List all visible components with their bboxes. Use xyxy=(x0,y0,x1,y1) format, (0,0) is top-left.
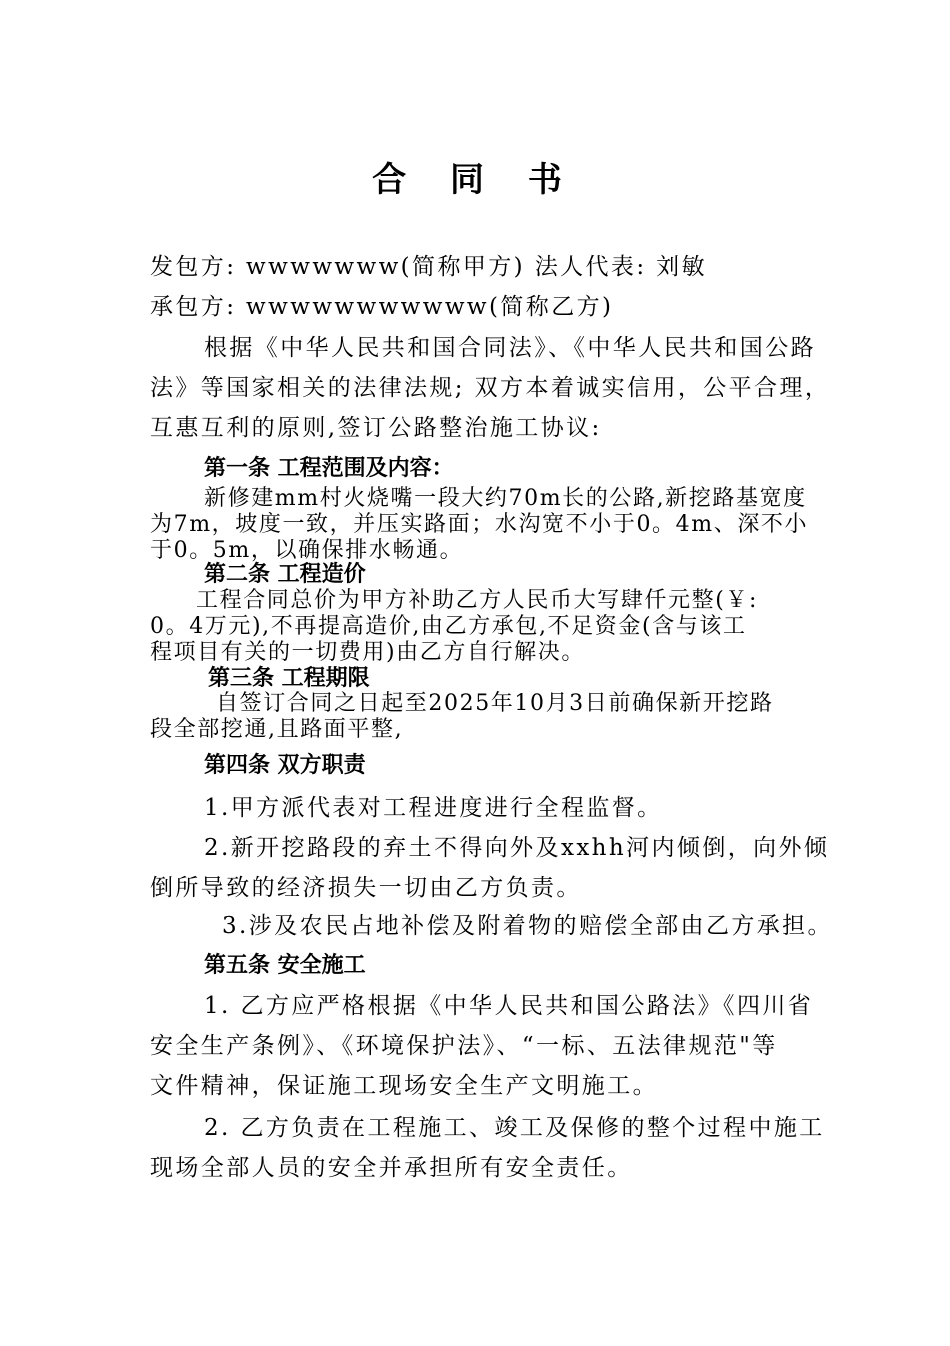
article-2-line: 程项目有关的一切费用)由乙方自行解决。 xyxy=(150,640,585,665)
article-1-line: 于0。5m，以确保排水畅通。 xyxy=(150,538,464,563)
contractor-line: 承包方: wwwwwwwwwww(简称乙方) xyxy=(150,294,614,320)
article-4-item: 2.新开挖路段的弃土不得向外及xxhh河内倾倒，向外倾 xyxy=(204,835,830,861)
article-4-item: 倒所导致的经济损失一切由乙方负责。 xyxy=(150,875,582,901)
article-3-line: 段全部挖通,且路面平整, xyxy=(150,717,404,742)
article-4-heading: 第四条 双方职责 xyxy=(204,753,366,778)
article-5-item: 1. 乙方应严格根据《中华人民共和国公路法》《四川省 xyxy=(204,993,814,1019)
article-1-line: 新修建mm村火烧嘴一段大约70m长的公路,新挖路基宽度 xyxy=(204,486,807,511)
article-5-item: 2. 乙方负责在工程施工、竣工及保修的整个过程中施工 xyxy=(204,1115,825,1141)
article-3-line: 自签订合同之日起至2025年10月3日前确保新开挖路 xyxy=(216,691,774,716)
article-5-item: 文件精神，保证施工现场安全生产文明施工。 xyxy=(150,1073,658,1099)
preamble-line: 互惠互利的原则,签订公路整治施工协议: xyxy=(150,415,602,441)
article-2-line: 0。4万元),不再提高造价,由乙方承包,不足资金(含与该工 xyxy=(150,614,747,639)
employer-line: 发包方: wwwwwww(简称甲方) 法人代表: 刘敏 xyxy=(150,254,707,280)
article-5-heading: 第五条 安全施工 xyxy=(204,953,366,978)
article-4-item: 3.涉及农民占地补偿及附着物的赔偿全部由乙方承担。 xyxy=(222,913,833,939)
document-title: 合 同 书 xyxy=(372,160,578,200)
article-1-heading: 第一条 工程范围及内容： xyxy=(204,456,454,481)
preamble-line: 法》等国家相关的法律法规; 双方本着诚实信用，公平合理， xyxy=(150,375,831,401)
article-1-line: 为7m，坡度一致，并压实路面；水沟宽不小于0。4m、深不小 xyxy=(150,512,809,537)
article-3-heading: 第三条 工程期限 xyxy=(208,666,370,691)
article-5-item: 现场全部人员的安全并承担所有安全责任。 xyxy=(150,1155,633,1181)
article-4-item: 1.甲方派代表对工程进度进行全程监督。 xyxy=(204,795,663,821)
article-2-line: 工程合同总价为甲方补助乙方人民币大写肆仟元整(￥: xyxy=(196,588,758,613)
preamble-line: 根据《中华人民共和国合同法》、《中华人民共和国公路 xyxy=(204,335,816,361)
article-2-heading: 第二条 工程造价 xyxy=(204,562,366,587)
article-5-item: 安全生产条例》、《环境保护法》、“一标、五法律规范"等 xyxy=(150,1033,778,1059)
